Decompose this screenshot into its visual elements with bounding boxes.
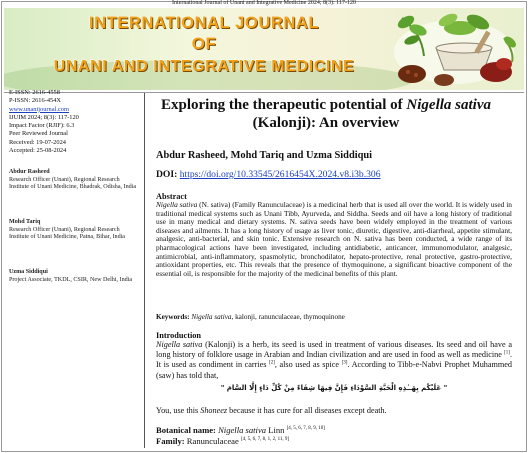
intro-body: . According to Tibb-e-Nabvi Prophet Muhammed (saw) has told that, bbox=[156, 360, 512, 380]
author-affiliation: Research Officer (Unani), Regional Research Institute of Unani Medicine, Bhadrak, Odisha, India bbox=[9, 176, 137, 191]
title-part: (Kalonji): An overview bbox=[252, 114, 400, 131]
botanical-species: Nigella sativa bbox=[218, 425, 267, 435]
shoneez-term: Shoneez bbox=[200, 406, 228, 415]
translation-part: You, use this bbox=[156, 406, 201, 415]
running-head: International Journal of Unani and Integrative Medicine 2024; 8(3): 117-120 bbox=[172, 0, 356, 6]
journal-meta bbox=[9, 89, 79, 155]
intro-species: Nigella sativa bbox=[156, 340, 203, 349]
article-title bbox=[156, 97, 496, 132]
journal-website-link[interactable]: www.unanijournal.com bbox=[9, 105, 69, 113]
author-affiliation-1 bbox=[9, 169, 141, 192]
keywords-line bbox=[156, 313, 345, 321]
journal-banner bbox=[4, 8, 524, 90]
author-name: Uzma Siddiqui bbox=[9, 269, 48, 275]
doi-link[interactable]: https://doi.org/10.33545/2616454X.2024.v8.i3b.306 bbox=[179, 169, 381, 180]
family-line bbox=[156, 436, 289, 446]
banner-title-line2: OF bbox=[191, 34, 217, 53]
accepted-date: Accepted: 25-08-2024 bbox=[9, 147, 67, 155]
citation-ref[interactable]: [4, 5, 6, 7, 8, 9, 10] bbox=[286, 426, 325, 432]
intro-body: , also used as spice bbox=[274, 360, 342, 370]
introduction-heading: Introduction bbox=[156, 331, 202, 340]
citation-ref[interactable]: [1] bbox=[504, 350, 510, 356]
abstract-species: Nigella sativa bbox=[156, 200, 198, 209]
translation-part: because it has cure for all diseases except death. bbox=[227, 406, 387, 415]
e-issn: E-ISSN: 2616-4558 bbox=[9, 89, 60, 96]
botanical-label: Botanical name: bbox=[156, 425, 216, 435]
citation-ref[interactable]: [4, 5, 6, 7, 8, 1, 2, 11, 9] bbox=[240, 437, 290, 443]
citation-ref[interactable]: [2] bbox=[269, 360, 275, 366]
abstract-text bbox=[156, 201, 512, 278]
keywords-label: Keywords: bbox=[156, 313, 190, 321]
received-date: Received: 19-07-2024 bbox=[9, 138, 66, 146]
botanical-authority: Linn bbox=[266, 425, 285, 435]
p-issn: P-ISSN: 2616-454X bbox=[9, 97, 62, 105]
author-name: Mohd Tariq bbox=[9, 219, 41, 225]
keyword-species: Nigella sativa bbox=[191, 313, 232, 321]
abstract-heading: Abstract bbox=[156, 192, 187, 201]
title-part: Exploring the therapeutic potential of bbox=[161, 97, 407, 113]
botanical-name-line bbox=[156, 425, 325, 435]
introduction-text bbox=[156, 340, 512, 381]
doi-line bbox=[156, 169, 381, 180]
author-name: Abdur Rasheed bbox=[9, 169, 50, 175]
keywords-list: , kalonji, ranunculaceae, thymoquinone bbox=[231, 313, 345, 321]
citation-ref[interactable]: [3] bbox=[341, 360, 348, 366]
intro-body: (Kalonji) is a herb, its seed is used in treatment of various diseases. Its seed and oil have a long history of folklore usage in Arabian and Indian civilization and are used in food as well as medicine bbox=[156, 340, 512, 360]
family-label: Family: bbox=[156, 436, 185, 446]
author-affiliation: Research Officer (Unani), Regional Research Institute of Unani Medicine, Patna, Bihar, India bbox=[9, 226, 126, 241]
arabic-hadith-quote: " عَلَيْكُم بِهَــٰذِهِ الْحَبَّةِ السَّوْدَاءِ فَإِنَّ فِيهَا شِفَاءً مِنْ كُلِّ دَاءٍ إِلَّا السَّامَ " bbox=[220, 384, 448, 392]
intro-body: . It is used as condiment in carries bbox=[156, 350, 512, 370]
herbs-mortar-illustration bbox=[384, 8, 524, 90]
peer-review-status: Peer Reviewed Journal bbox=[9, 130, 68, 138]
author-affiliation-2 bbox=[9, 219, 141, 242]
article-authors: Abdur Rasheed, Mohd Tariq and Uzma Siddiqui bbox=[156, 150, 373, 161]
banner-title-line1: INTERNATIONAL JOURNAL bbox=[88, 14, 320, 32]
hadith-translation bbox=[156, 406, 387, 415]
abstract-body: (N. sativa) (Family Ranunculaceae) is a medicinal herb that is used all over the world. It is widely used in traditional medical systems such as Unani Tibb, Ayurveda, and Siddha. Seeds and oil have a long history of traditional use in many medical and dietary systems. N. sativa seeds have been widely employed in the treatment of various diseases and ailments. It has a long history of usage as liver tonic, diuretic, digestive, anti-diarrheal, appetite stimulant, analgesic, anti-bacterial, and skin tonic. Extensive research on N. sativa has been conducted, a wide range of its pharmacological actions have been investigated, including antidiabetic, anticancer, immunomodulator, analgesic, antimicrobial, anti-inflammatory, spasmolytic, bronchodilator, hepato-protective, renal protective, gastro-protective, antioxidant properties, etc. This reveals that the presence of thymoquinone, a significant bioactive component of the essential oil, is responsible for the majority of the medicinal benefits of this plant. bbox=[156, 200, 512, 278]
banner-title-line3: UNANI AND INTEGRATIVE MEDICINE bbox=[53, 58, 355, 75]
impact-factor: Impact Factor (RJIF): 6.3 bbox=[9, 122, 75, 130]
doi-label: DOI: bbox=[156, 169, 178, 180]
author-affiliation-3 bbox=[9, 269, 141, 284]
title-species: Nigella sativa bbox=[406, 97, 491, 113]
author-affiliation: Project Associate, TKDL, CSIR, New Delhi, India bbox=[9, 276, 133, 283]
article-info-sidebar bbox=[4, 89, 145, 448]
journal-issue: IJUIM 2024; 8(3): 117-120 bbox=[9, 113, 79, 121]
family-value: Ranunculaceae bbox=[184, 436, 239, 446]
